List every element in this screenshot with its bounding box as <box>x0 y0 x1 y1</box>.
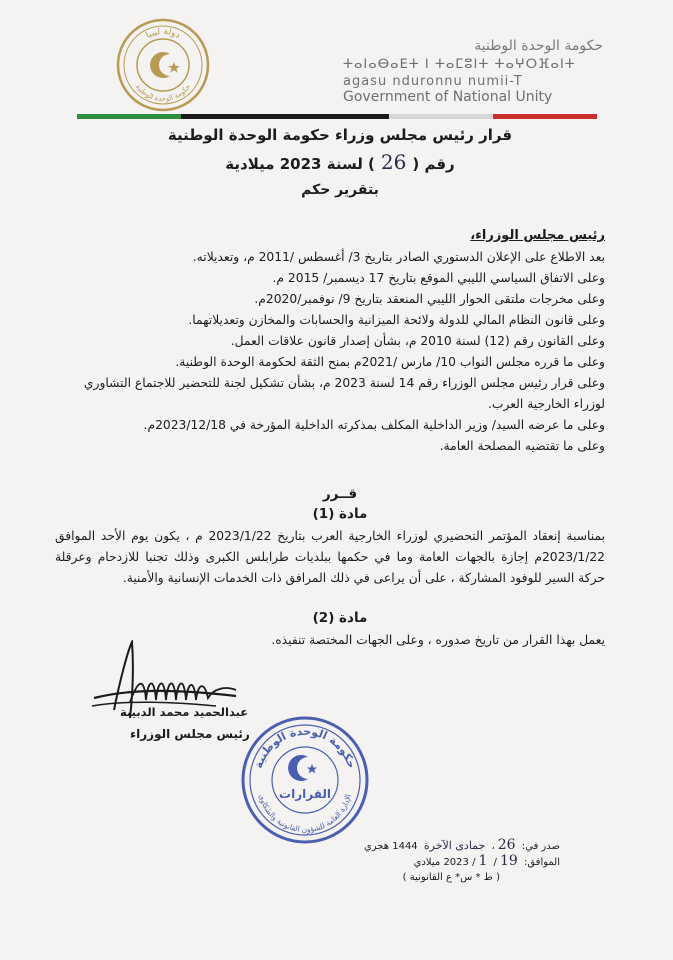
government-name-tifinagh: ⵜⴰⵏⴰⴱⴰⴹⵜ ⵏ ⵜⴰⵎⵓⵏⵜ ⵜⴰⵖⵔⴼⴰⵏⵜ <box>343 57 576 72</box>
stamp-bottom-text: الإدارة العامة للشؤون القانونية والشكاوى <box>257 793 353 835</box>
decree-title-line1: قرار رئيس مجلس وزراء حكومة الوحدة الوطنية <box>167 126 513 144</box>
preamble-clause: وعلى ما تقتضيه المصلحة العامة. <box>439 439 605 453</box>
government-header <box>343 38 603 105</box>
decree-number-prefix: رقم ( <box>412 155 455 173</box>
preamble-clauses <box>60 247 605 457</box>
preamble <box>60 228 605 457</box>
flag-bar-segment <box>77 114 181 119</box>
signatory-title: رئيس مجلس الوزراء <box>130 727 250 741</box>
issued-month: جمادى الآخرة <box>423 839 486 852</box>
stamp-center-text: القرارات <box>279 787 331 801</box>
flag-bar-segment <box>285 114 389 119</box>
official-stamp-icon <box>240 715 370 845</box>
issue-reference <box>300 838 560 885</box>
preamble-clause: وعلى الاتفاق السياسي الليبي الموقع بتاريخ 17 ديسمبر/ 2015 م. <box>272 271 605 285</box>
corresponding-label: الموافق: <box>523 857 560 868</box>
preamble-heading: رئيس مجلس الوزراء، <box>470 228 605 243</box>
article2-text: يعمل بهذا القرار من تاريخ صدوره ، وعلى الجهات المختصة تنفيذه. <box>271 633 605 647</box>
preamble-clause: وعلى ما قرره مجلس النواب 10/ مارس /2021م بمنح الثقة لحكومة الوحدة الوطنية. <box>175 355 605 369</box>
preamble-clause: وعلى ما عرضه السيد/ وزير الداخلية المكلف بمذكرته الداخلية المؤرخة في 2023/12/18م. <box>143 418 605 432</box>
corr-month: 1 <box>478 853 488 869</box>
reference-footer: ( ط * س* ع القانونية ) <box>402 872 500 883</box>
preamble-clause: وعلى قرار رئيس مجلس الوزراء رقم 14 لسنة 2023 م، بشأن تشكيل لجنة للتحضير للاجتماع التشاوري لوزراء الخارجية العرب. <box>83 376 605 411</box>
libya-emblem-seal-icon <box>116 18 210 112</box>
article2-heading: مادة (2) <box>312 610 368 626</box>
flag-color-bar <box>77 114 597 119</box>
flag-bar-segment <box>181 114 285 119</box>
issued-label: صدر في: <box>521 841 560 852</box>
issued-year: 1444 هجري <box>363 841 418 852</box>
issued-day: 26 <box>497 837 516 853</box>
preamble-clause: بعد الاطلاع على الإعلان الدستوري الصادر بتاريخ 3/ أغسطس /2011 م، وتعديلاته. <box>192 250 605 264</box>
issue-date-hijri: صدر في: 26، جمادى الآخرة 1444 هجري <box>363 837 560 853</box>
corr-day: 19 <box>499 853 518 869</box>
svg-text:حكومة الوحدة الوطنية: حكومة الوحدة الوطنية <box>133 82 193 104</box>
corr-year: 2023 ميلادي <box>413 857 469 868</box>
preamble-clause: وعلى القانون رقم (12) لسنة 2010 م، بشأن إصدار قانون علاقات العمل. <box>230 334 605 348</box>
decree-number: 26 <box>380 150 407 174</box>
stamp-top-text: حكومة الوحدة الوطنية <box>251 724 359 770</box>
decree-title-line2 <box>60 150 620 174</box>
government-name-amazigh: agasu nduronnu numii-T <box>343 74 523 89</box>
decree-title <box>60 126 620 198</box>
article1-text: بمناسبة إنعقاد المؤتمر التحضيري لوزراء الخارجية العرب بتاريخ 2023/1/22 م ، يكون يوم الأحد الموافق 2023/1/22م إجازة بالجهات العامة وما في حكمها ببلديات طرابلس الكبرى وذلك تجنبا للازدحام وعرقلة حركة السير للوفود المشاركة ، على أن يراعى في ذلك المرافق ذات الخدمات الإنسانية والأمنية. <box>55 529 605 585</box>
issue-date-gregorian: الموافق: 19/ 1/ 2023 ميلادي <box>413 853 560 869</box>
decision-heading: قــرر <box>322 486 358 502</box>
preamble-clause: وعلى قانون النظام المالي للدولة ولائحة الميزانية والحسابات والمخازن وتعديلاتهما. <box>188 313 605 327</box>
decree-subject: بتقرير حكم <box>301 182 379 198</box>
preamble-clause: وعلى مخرجات ملتقى الحوار الليبي المنعقد بتاريخ 9/ نوفمبر/2020م. <box>254 292 605 306</box>
flag-bar-segment <box>389 114 493 119</box>
decree-number-suffix: ) لسنة 2023 ميلادية <box>225 155 375 173</box>
government-name-arabic: حكومة الوحدة الوطنية <box>474 38 603 54</box>
signatory-name: عبدالحميد محمد الدبيبة <box>120 705 249 719</box>
svg-text:دولة ليبيا: دولة ليبيا <box>144 26 182 41</box>
flag-bar-segment <box>493 114 597 119</box>
article1-heading: مادة (1) <box>312 506 368 522</box>
government-name-english: Government of National Unity <box>343 89 553 105</box>
